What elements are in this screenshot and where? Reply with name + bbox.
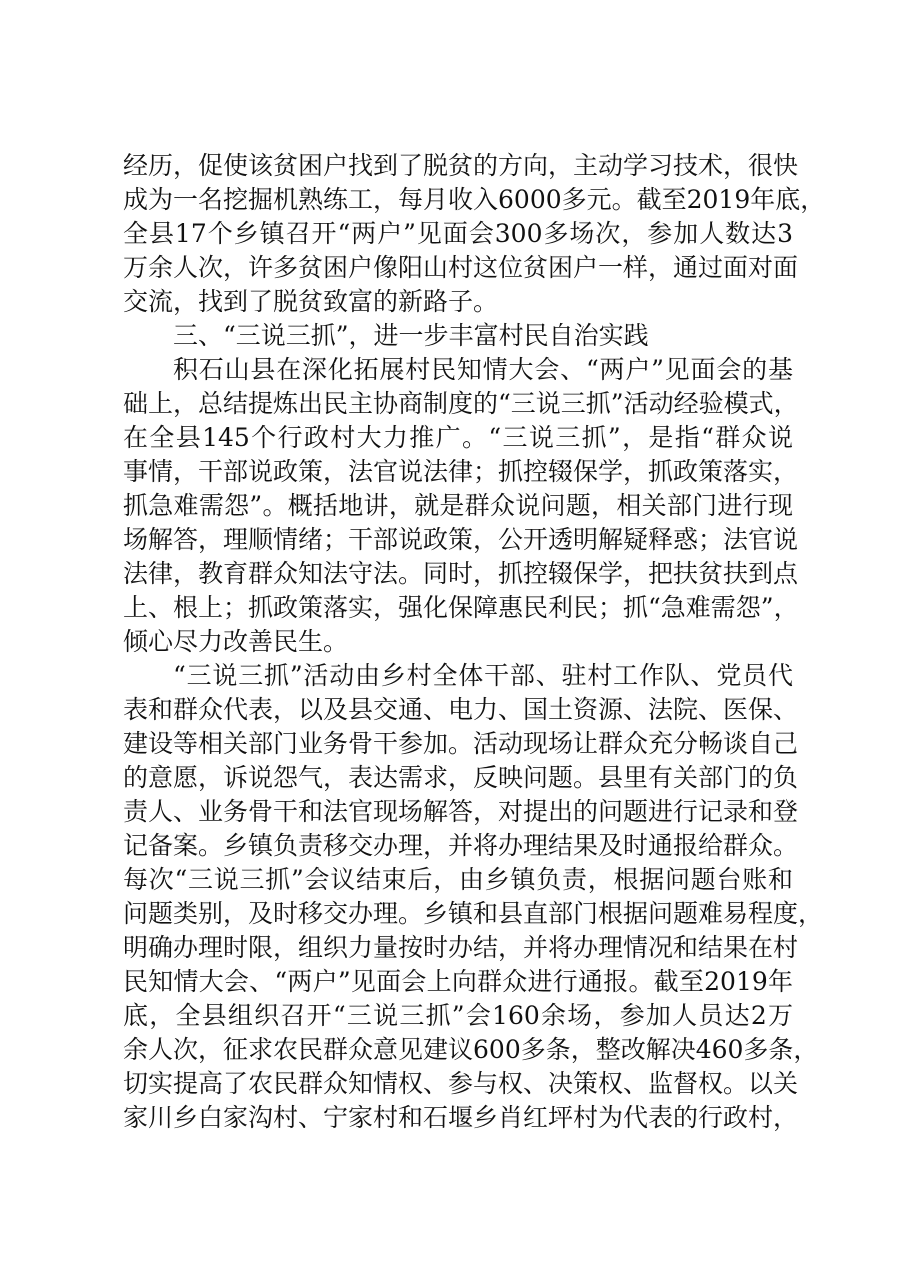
body-text-line: 法律，教育群众知法守法。同时，抓控辍保学，把扶贫扶到点 [123, 559, 799, 588]
body-text-line: 交流，找到了脱贫致富的新路子。 [123, 287, 499, 316]
body-text-line: 每次“三说三抓”会议结束后，由乡镇负责，根据问题台账和 [123, 865, 793, 894]
body-text-line: 上、根上；抓政策落实，强化保障惠民利民；抓“急难需怨”， [123, 593, 799, 622]
body-text-line: 余人次，征求农民群众意见建议600多条，整改解决460多条， [123, 1035, 819, 1064]
body-text-line: 万余人次，许多贫困户像阳山村这位贫困户一样，通过面对面 [123, 253, 799, 282]
paragraph-first-line: “三说三抓”活动由乡村全体干部、驻村工作队、党员代 [173, 661, 793, 690]
body-text-line: 底，全县组织召开“三说三抓”会160余场，参加人员达2万 [123, 1001, 793, 1030]
body-text-line: 表和群众代表，以及县交通、电力、国土资源、法院、医保、 [123, 695, 799, 724]
body-text-line: 责人、业务骨干和法官现场解答，对提出的问题进行记录和登 [123, 797, 799, 826]
body-text-line: 民知情大会、“两户”见面会上向群众进行通报。截至2019年 [123, 967, 793, 996]
body-text-line: 事情，干部说政策，法官说法律；抓控辍保学，抓政策落实， [123, 457, 799, 486]
body-text-line: 记备案。乡镇负责移交办理，并将办理结果及时通报给群众。 [123, 831, 799, 860]
paragraph-first-line: 积石山县在深化拓展村民知情大会、“两户”见面会的基 [173, 355, 793, 384]
body-text-line: 家川乡白家沟村、宁家村和石堰乡肖红坪村为代表的行政村， [123, 1103, 799, 1132]
body-text-line: 在全县145个行政村大力推广。“三说三抓”，是指“群众说 [123, 423, 793, 452]
body-text-line: 切实提高了农民群众知情权、参与权、决策权、监督权。以关 [123, 1069, 799, 1098]
body-text-line: 础上，总结提炼出民主协商制度的“三说三抓”活动经验模式， [123, 389, 799, 418]
body-text-line: 建设等相关部门业务骨干参加。活动现场让群众充分畅谈自己 [123, 729, 799, 758]
body-text-line: 的意愿，诉说怨气，表达需求，反映问题。县里有关部门的负 [123, 763, 799, 792]
section-heading: 三、“三说三抓”，进一步丰富村民自治实践 [173, 321, 649, 350]
body-text-line: 成为一名挖掘机熟练工，每月收入6000多元。截至2019年底， [123, 185, 826, 214]
body-text-line: 问题类别，及时移交办理。乡镇和县直部门根据问题难易程度， [123, 899, 824, 928]
body-text-line: 抓急难需怨”。概括地讲，就是群众说问题，相关部门进行现 [123, 491, 793, 520]
body-text-line: 全县17个乡镇召开“两户”见面会300多场次，参加人数达3 [123, 219, 793, 248]
body-text-line: 场解答，理顺情绪；干部说政策，公开透明解疑释惑；法官说 [123, 525, 799, 554]
body-text-line: 经历，促使该贫困户找到了脱贫的方向，主动学习技术，很快 [123, 151, 799, 180]
body-text-line: 倾心尽力改善民生。 [123, 627, 349, 656]
body-text-line: 明确办理时限，组织力量按时办结，并将办理情况和结果在村 [123, 933, 799, 962]
